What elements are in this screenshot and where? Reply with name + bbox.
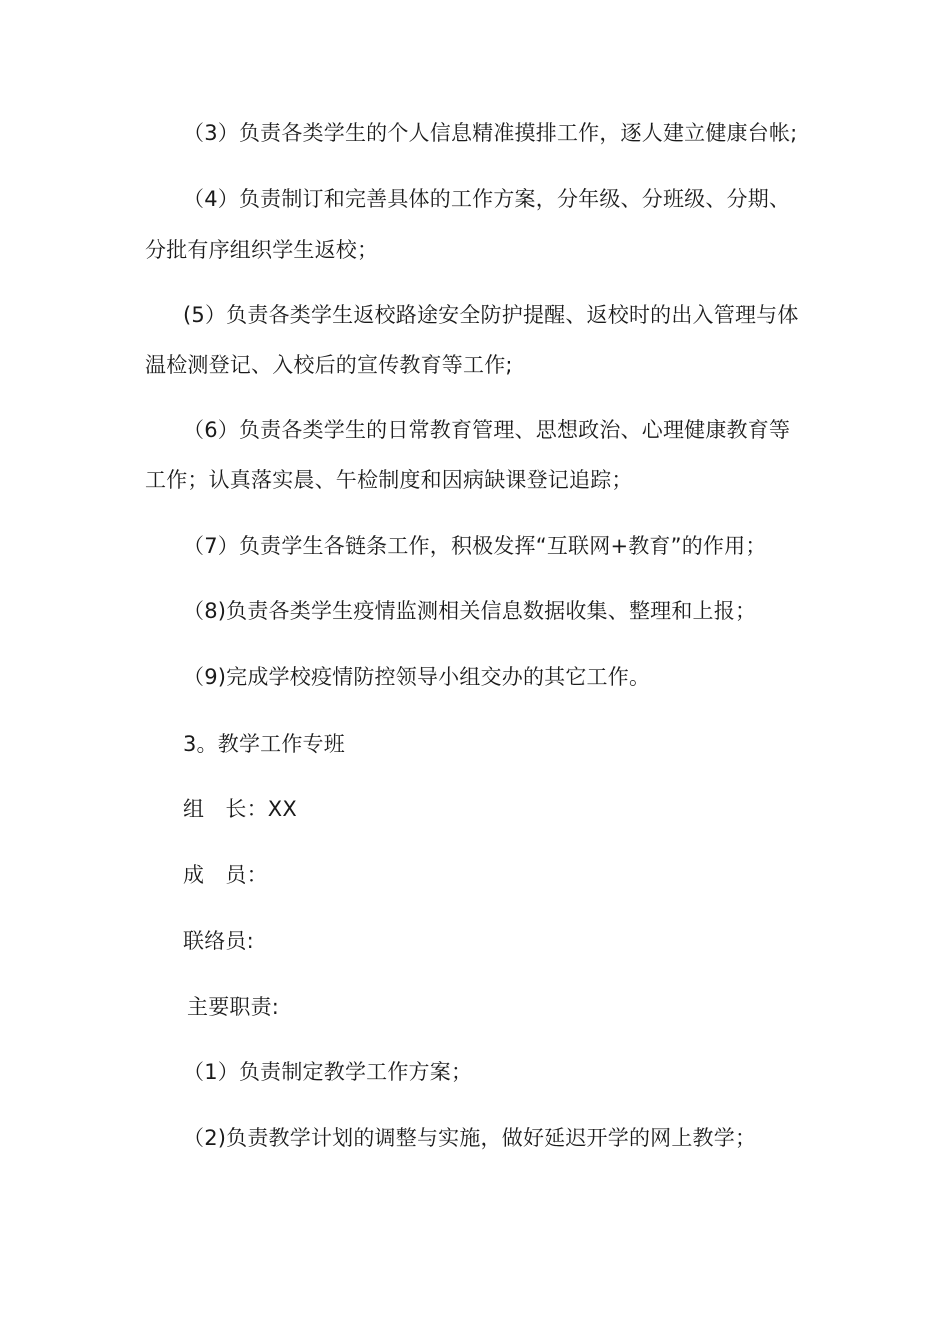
members-line: 成 员： (183, 863, 268, 887)
paragraph-5-line-2: 温检测登记、入校后的宣传教育等工作; (145, 353, 513, 377)
paragraph-7-line-1: （7）负责学生各链条工作，积极发挥“互联网+教育”的作用； (183, 534, 767, 558)
duties-label: 主要职责: (187, 995, 280, 1019)
liaison-line: 联络员: (183, 929, 254, 953)
paragraph-8-line-1: （8)负责各类学生疫情监测相关信息数据收集、整理和上报； (183, 599, 757, 623)
leader-line: 组 长：XX (183, 797, 297, 821)
duty-item-2: （2)负责教学计划的调整与实施，做好延迟开学的网上教学； (183, 1126, 757, 1150)
paragraph-9-line-1: （9)完成学校疫情防控领导小组交办的其它工作。 (183, 665, 651, 689)
paragraph-4-line-2: 分批有序组织学生返校； (145, 238, 379, 262)
paragraph-6-line-2: 工作；认真落实晨、午检制度和因病缺课登记追踪； (145, 468, 633, 492)
paragraph-4-line-1: （4）负责制订和完善具体的工作方案，分年级、分班级、分期、 (183, 187, 791, 211)
paragraph-5-line-1: (5）负责各类学生返校路途安全防护提醒、返校时的出入管理与体 (183, 303, 799, 327)
duty-item-1: （1）负责制定教学工作方案； (183, 1060, 473, 1084)
section-heading: 3。教学工作专班 (183, 732, 345, 756)
paragraph-6-line-1: （6）负责各类学生的日常教育管理、思想政治、心理健康教育等 (183, 418, 791, 442)
paragraph-3-line-1: （3）负责各类学生的个人信息精准摸排工作，逐人建立健康台帐; (183, 121, 798, 145)
